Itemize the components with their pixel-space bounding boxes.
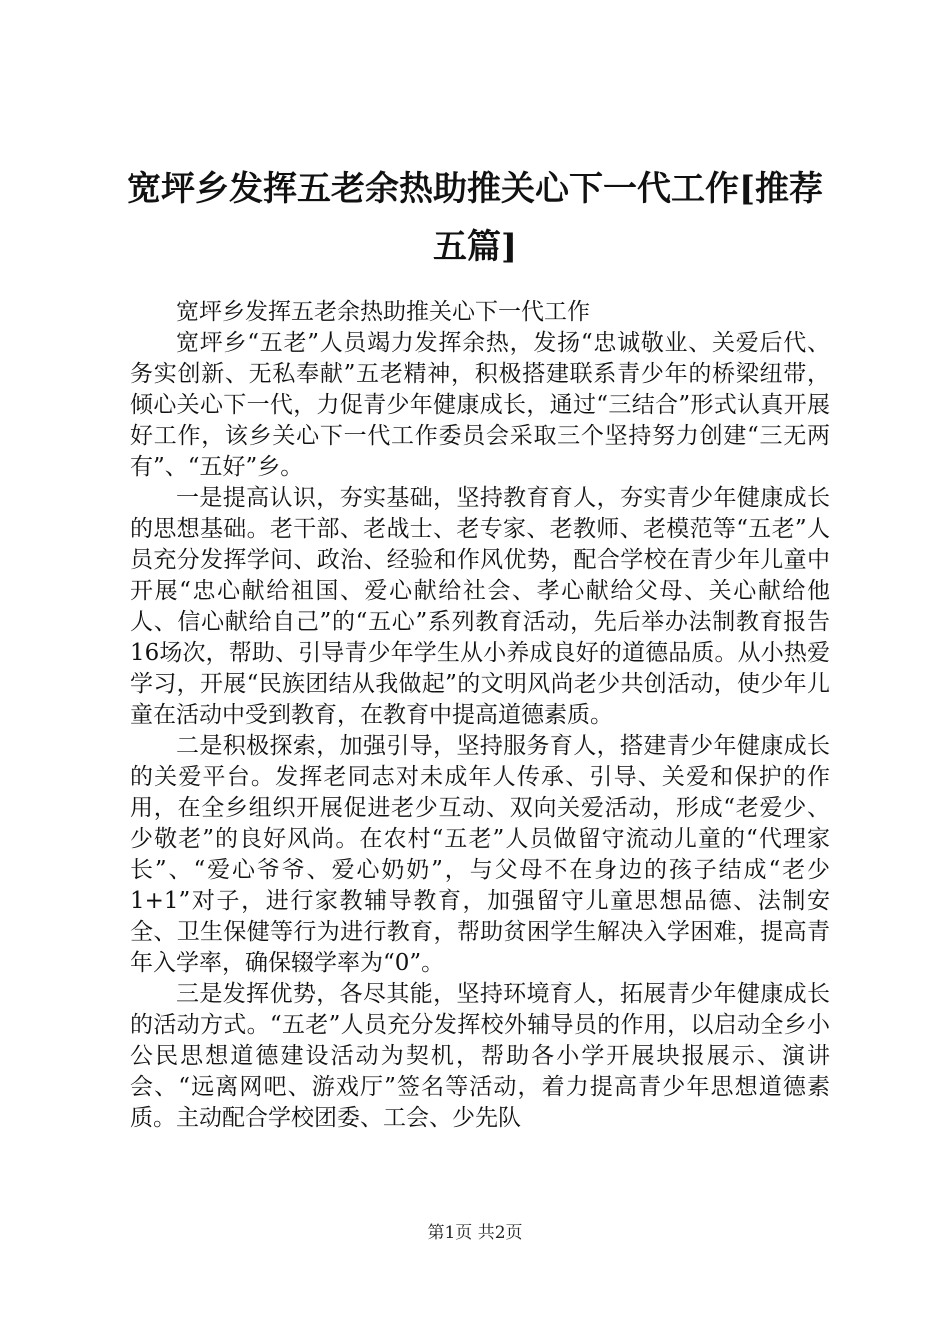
document-title: 宽坪乡发挥五老余热助推关心下一代工作[推荐五篇] — [126, 169, 824, 267]
paragraph-point-two: 二是积极探索，加强引导，坚持服务育人，搭建青少年健康成长的关爱平台。发挥老同志对未成年人传承、引导、关爱和保护的作用，在全乡组织开展促进老少互动、双向关爱活动，形成“老爱少、少敬老”的良好风尚。在农村“五老”人员做留守流动儿童的“代理家长”、“爱心爷爷、爱心奶奶”，与父母不在身边的孩子结成“老少1+1”对子，进行家教辅导教育，加强留守儿童思想品德、法制安全、卫生保健等行为进行教育，帮助贫困学生解决入学困难，提高青年入学率，确保辍学率为“0”。 — [130, 733, 830, 976]
document-body — [130, 297, 830, 1134]
paragraph-subtitle: 宽坪乡发挥五老余热助推关心下一代工作 — [176, 299, 590, 325]
page-number: 第1页 共2页 — [427, 1223, 523, 1243]
paragraph-point-one: 一是提高认识，夯实基础，坚持教育育人，夯实青少年健康成长的思想基础。老干部、老战士、老专家、老教师、老模范等“五老”人员充分发挥学问、政治、经验和作风优势，配合学校在青少年儿童中开展“忠心献给祖国、爱心献给社会、孝心献给父母、关心献给他人、信心献给自己”的“五心”系列教育活动，先后举办法制教育报告16场次，帮助、引导青少年学生从小养成良好的道德品质。从小热爱学习，开展“民族团结从我做起”的文明风尚老少共创活动，使少年儿童在活动中受到教育，在教育中提高道德素质。 — [130, 485, 830, 728]
paragraph-intro: 宽坪乡“五老”人员竭力发挥余热，发扬“忠诚敬业、关爱后代、务实创新、无私奉献”五老精神，积极搭建联系青少年的桥梁纽带，倾心关心下一代，力促青少年健康成长，通过“三结合”形式认真开展好工作，该乡关心下一代工作委员会采取三个坚持努力创建“三无两有”、“五好”乡。 — [130, 330, 830, 480]
paragraph-point-three: 三是发挥优势，各尽其能，坚持环境育人，拓展青少年健康成长的活动方式。“五老”人员充分发挥校外辅导员的作用，以启动全乡小公民思想道德建设活动为契机，帮助各小学开展块报展示、演讲会、“远离网吧、游戏厅”签名等活动，着力提高青少年思想道德素质。主动配合学校团委、工会、少先队 — [130, 981, 830, 1131]
